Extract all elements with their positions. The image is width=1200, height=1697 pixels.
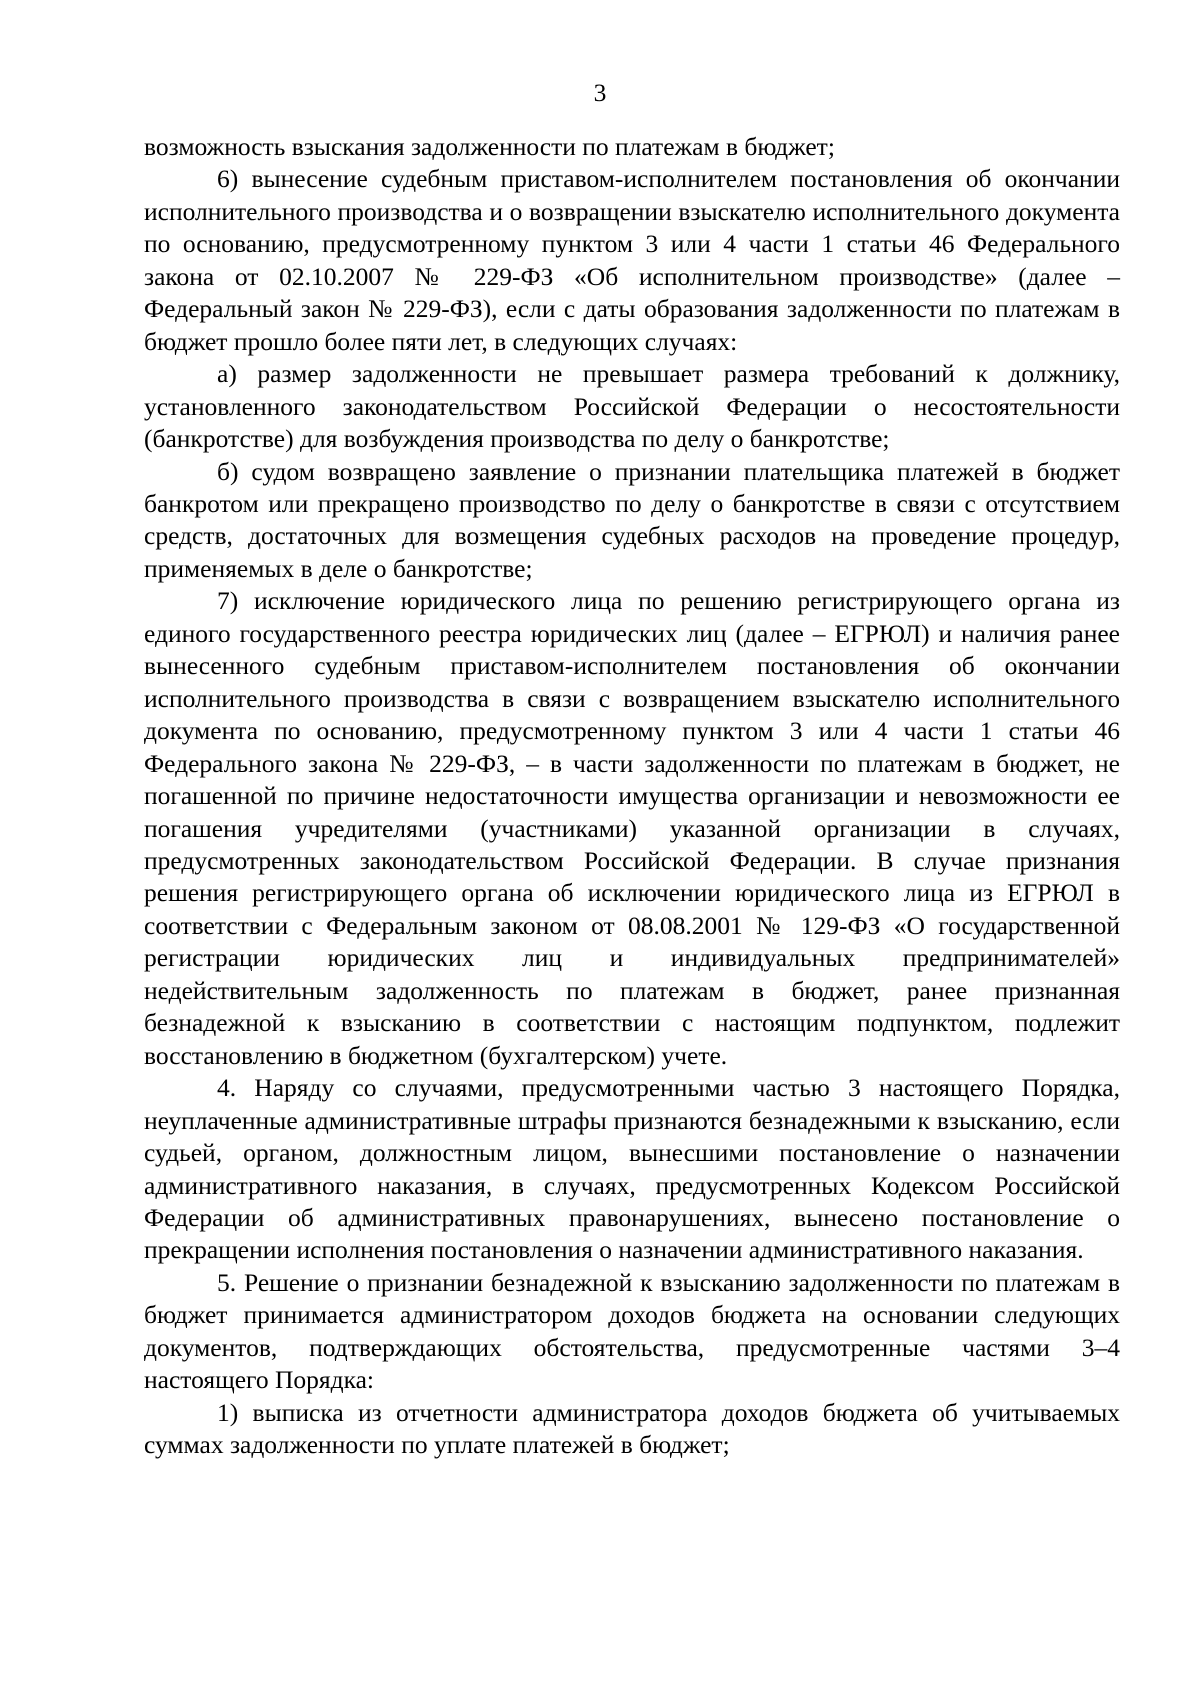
paragraph-item-1: 1) выписка из отчетности администратора доходов бюджета об учитываемых суммах задолженности по уплате платежей в бюджет; (144, 1397, 1120, 1460)
document-body (144, 131, 1120, 1462)
paragraph-section-4: 4. Наряду со случаями, предусмотренными частью 3 настоящего Порядка, неуплаченные административные штрафы признаются безнадежными к взысканию, если судьей, органом, должностным лицом, вынесшими постановление о назначении административного наказания, в случаях, предусмотренных Кодексом Российской Федерации об административных правонарушениях, вынесено постановление о прекращении исполнения постановления о назначении административного наказания. (144, 1073, 1120, 1265)
paragraph-item-6: 6) вынесение судебным приставом-исполнителем постановления об окончании исполнительного производства и о возвращении взыскателю исполнительного документа по основанию, предусмотренному пунктом 3 или 4 части 1 статьи 46 Федерального закона от 02.10.2007 № 229-ФЗ «Об исполнительном производстве» (далее – Федеральный закон № 229-ФЗ), если с даты образования задолженности по платежам в бюджет прошло более пяти лет, в следующих случаях: (144, 164, 1120, 356)
paragraph-item-7: 7) исключение юридического лица по решению регистрирующего органа из единого государственного реестра юридических лиц (далее – ЕГРЮЛ) и наличия ранее вынесенного судебным приставом-исполнителем постановления об окончании исполнительного производства в связи с возвращением взыскателю исполнительного документа по основанию, предусмотренному пунктом 3 или 4 части 1 статьи 46 Федерального закона № 229-ФЗ, – в части задолженности по платежам в бюджет, не погашенной по причине недостаточности имущества организации и невозможности ее погашения учредителями (участниками) указанной организации в случаях, предусмотренных законодательством Российской Федерации. В случае признания решения регистрирующего органа об исключении юридического лица из ЕГРЮЛ в соответствии с Федеральным законом от 08.08.2001 № 129-ФЗ «О государственной регистрации юридических лиц и индивидуальных предпринимателей» недействительным задолженность по платежам в бюджет, ранее признанная безнадежной к взысканию в соответствии с настоящим подпунктом, подлежит восстановлению в бюджетном (бухгалтерском) учете. (144, 586, 1120, 1070)
paragraph-section-5: 5. Решение о признании безнадежной к взысканию задолженности по платежам в бюджет принимается администратором доходов бюджета на основании следующих документов, подтверждающих обстоятельства, предусмотренные частями 3–4 настоящего Порядка: (144, 1267, 1120, 1395)
page-number: 3 (593, 78, 607, 107)
paragraph-subitem-b: б) судом возвращено заявление о признании плательщика платежей в бюджет банкротом или прекращено производство по делу о банкротстве в связи с отсутствием средств, достаточных для возмещения судебных расходов на проведение процедур, применяемых в деле о банкротстве; (144, 456, 1120, 583)
paragraph-continuation: возможность взыскания задолженности по платежам в бюджет; (144, 132, 835, 161)
paragraph-subitem-a: а) размер задолженности не превышает размера требований к должнику, установленного законодательством Российской Федерации о несостоятельности (банкротстве) для возбуждения производства по делу о банкротстве; (144, 359, 1120, 454)
